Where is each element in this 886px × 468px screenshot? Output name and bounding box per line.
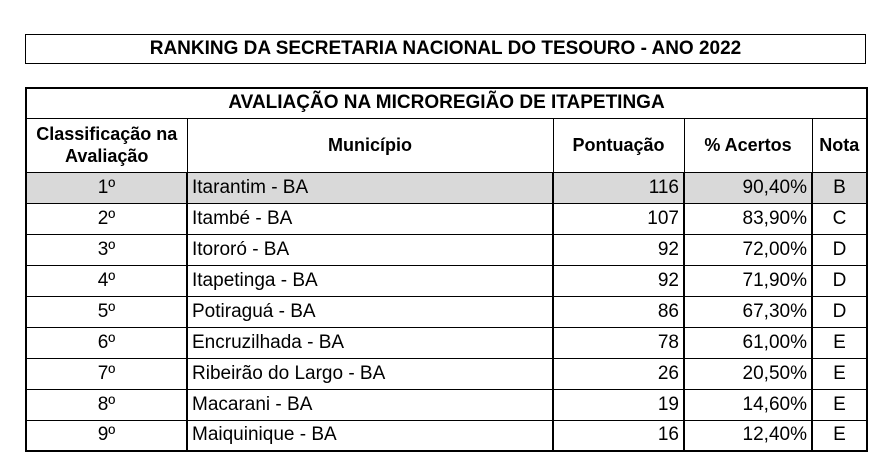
- table-row: [26, 172, 867, 203]
- cell-city: Macarani - BA: [187, 389, 553, 420]
- cell-pct: 71,90%: [684, 265, 812, 296]
- cell-pct: 12,40%: [684, 420, 812, 451]
- cell-rank: 4º: [26, 265, 187, 296]
- cell-score: 116: [553, 172, 684, 203]
- ranking-table: [25, 87, 868, 452]
- cell-score: 92: [553, 234, 684, 265]
- header-rank: Classificação na Avaliação: [26, 118, 187, 172]
- cell-grade: B: [812, 172, 867, 203]
- cell-grade: E: [812, 389, 867, 420]
- cell-city: Itambé - BA: [187, 203, 553, 234]
- cell-city: Encruzilhada - BA: [187, 327, 553, 358]
- cell-city: Ribeirão do Largo - BA: [187, 358, 553, 389]
- cell-pct: 72,00%: [684, 234, 812, 265]
- cell-grade: E: [812, 327, 867, 358]
- cell-rank: 1º: [26, 172, 187, 203]
- cell-pct: 83,90%: [684, 203, 812, 234]
- cell-rank: 3º: [26, 234, 187, 265]
- cell-score: 78: [553, 327, 684, 358]
- table-subtitle: AVALIAÇÃO NA MICROREGIÃO DE ITAPETINGA: [26, 88, 867, 118]
- cell-city: Maiquinique - BA: [187, 420, 553, 451]
- cell-score: 26: [553, 358, 684, 389]
- cell-score: 16: [553, 420, 684, 451]
- table-row: [26, 327, 867, 358]
- header-grade: Nota: [812, 118, 867, 172]
- cell-pct: 14,60%: [684, 389, 812, 420]
- table-row: [26, 389, 867, 420]
- document-title: RANKING DA SECRETARIA NACIONAL DO TESOURO - ANO 2022: [25, 34, 866, 64]
- cell-pct: 61,00%: [684, 327, 812, 358]
- table-subtitle-row: [26, 88, 867, 118]
- cell-grade: D: [812, 296, 867, 327]
- header-score: Pontuação: [553, 118, 684, 172]
- table-row: [26, 420, 867, 451]
- cell-rank: 7º: [26, 358, 187, 389]
- cell-pct: 90,40%: [684, 172, 812, 203]
- table-row: [26, 265, 867, 296]
- cell-score: 107: [553, 203, 684, 234]
- table-row: [26, 358, 867, 389]
- cell-grade: D: [812, 265, 867, 296]
- cell-city: Itarantim - BA: [187, 172, 553, 203]
- cell-rank: 9º: [26, 420, 187, 451]
- cell-score: 92: [553, 265, 684, 296]
- cell-score: 19: [553, 389, 684, 420]
- table-row: [26, 203, 867, 234]
- cell-rank: 5º: [26, 296, 187, 327]
- cell-city: Itororó - BA: [187, 234, 553, 265]
- cell-grade: C: [812, 203, 867, 234]
- table-row: [26, 234, 867, 265]
- cell-rank: 8º: [26, 389, 187, 420]
- cell-pct: 67,30%: [684, 296, 812, 327]
- cell-rank: 6º: [26, 327, 187, 358]
- cell-city: Itapetinga - BA: [187, 265, 553, 296]
- table-header-row: [26, 118, 867, 172]
- cell-rank: 2º: [26, 203, 187, 234]
- cell-pct: 20,50%: [684, 358, 812, 389]
- cell-grade: D: [812, 234, 867, 265]
- header-pct: % Acertos: [684, 118, 812, 172]
- header-city: Município: [187, 118, 553, 172]
- cell-city: Potiraguá - BA: [187, 296, 553, 327]
- cell-score: 86: [553, 296, 684, 327]
- cell-grade: E: [812, 420, 867, 451]
- table-body: [26, 172, 867, 451]
- cell-grade: E: [812, 358, 867, 389]
- table-row: [26, 296, 867, 327]
